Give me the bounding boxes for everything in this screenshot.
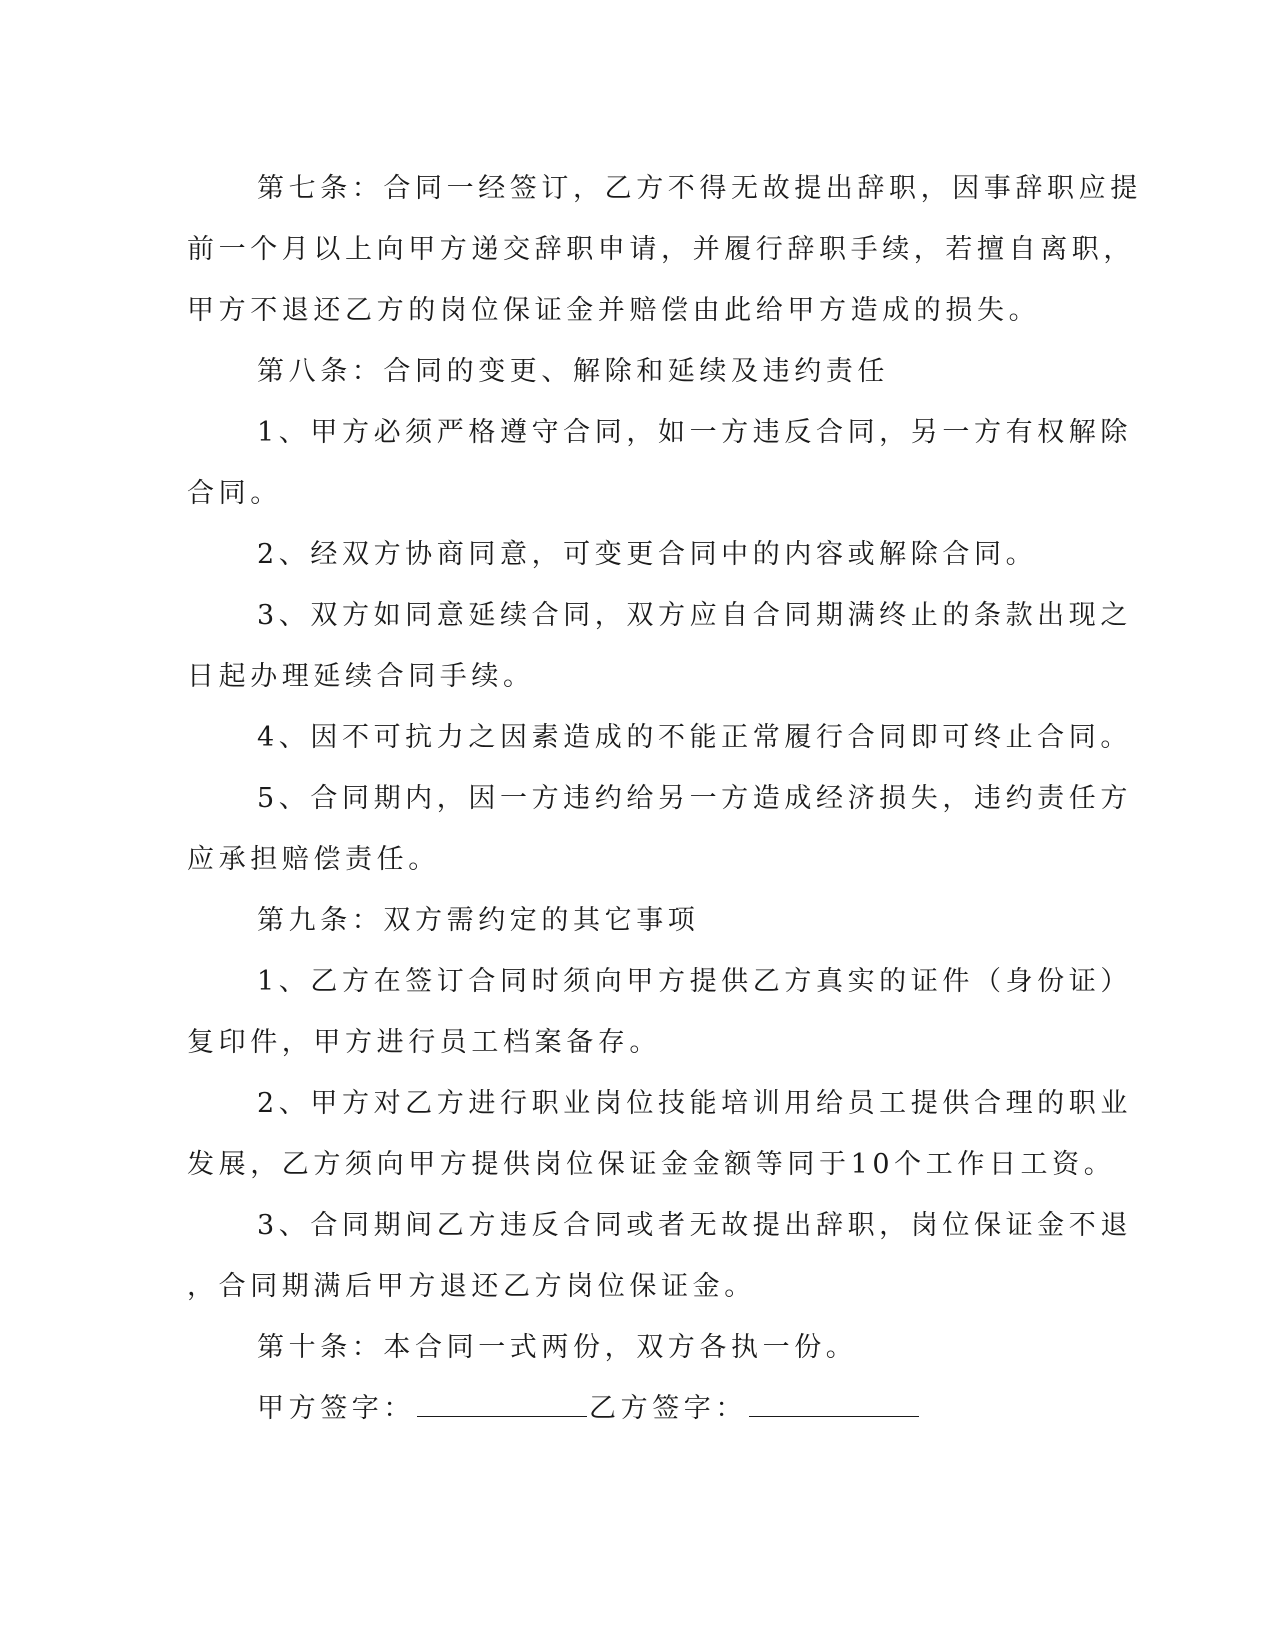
paragraph-line: 合同。	[187, 478, 282, 509]
paragraph-line: 前一个月以上向甲方递交辞职申请，并履行辞职手续，若擅自离职，	[187, 234, 1135, 265]
article-heading: 第十条：本合同一式两份，双方各执一份。	[257, 1332, 858, 1363]
paragraph-line: 1、乙方在签订合同时须向甲方提供乙方真实的证件（身份证）	[257, 966, 1132, 997]
paragraph-line: 复印件，甲方进行员工档案备存。	[187, 1027, 661, 1058]
paragraph-line: 应承担赔偿责任。	[187, 844, 440, 875]
article-heading: 第八条：合同的变更、解除和延续及违约责任	[257, 356, 889, 387]
party-b-signature-blank	[749, 1394, 919, 1417]
paragraph-line: 第七条：合同一经签订，乙方不得无故提出辞职，因事辞职应提	[257, 173, 1142, 204]
contract-body	[187, 158, 1142, 1439]
article-heading: 第九条：双方需约定的其它事项	[257, 905, 700, 936]
paragraph-line: 1、甲方必须严格遵守合同，如一方违反合同，另一方有权解除	[257, 417, 1132, 448]
paragraph-line: 3、双方如同意延续合同，双方应自合同期满终止的条款出现之	[257, 600, 1132, 631]
party-b-signature-label: 乙方签字：	[589, 1393, 747, 1424]
paragraph-line: 5、合同期内，因一方违约给另一方造成经济损失，违约责任方	[257, 783, 1132, 814]
signature-row	[187, 1378, 1067, 1439]
party-a-signature-blank	[417, 1394, 587, 1417]
paragraph-line: 甲方不退还乙方的岗位保证金并赔偿由此给甲方造成的损失。	[187, 295, 1041, 326]
paragraph-line: 日起办理延续合同手续。	[187, 661, 535, 692]
paragraph-line: 4、因不可抗力之因素造成的不能正常履行合同即可终止合同。	[257, 722, 1132, 753]
paragraph-line: 发展，乙方须向甲方提供岗位保证金金额等同于10个工作日工资。	[187, 1149, 1116, 1180]
paragraph-line: ，合同期满后甲方退还乙方岗位保证金。	[187, 1271, 756, 1302]
party-a-signature-label: 甲方签字：	[257, 1393, 415, 1424]
paragraph-line: 2、经双方协商同意，可变更合同中的内容或解除合同。	[257, 539, 1038, 570]
paragraph-line: 2、甲方对乙方进行职业岗位技能培训用给员工提供合理的职业	[257, 1088, 1132, 1119]
paragraph-line: 3、合同期间乙方违反合同或者无故提出辞职，岗位保证金不退	[257, 1210, 1132, 1241]
